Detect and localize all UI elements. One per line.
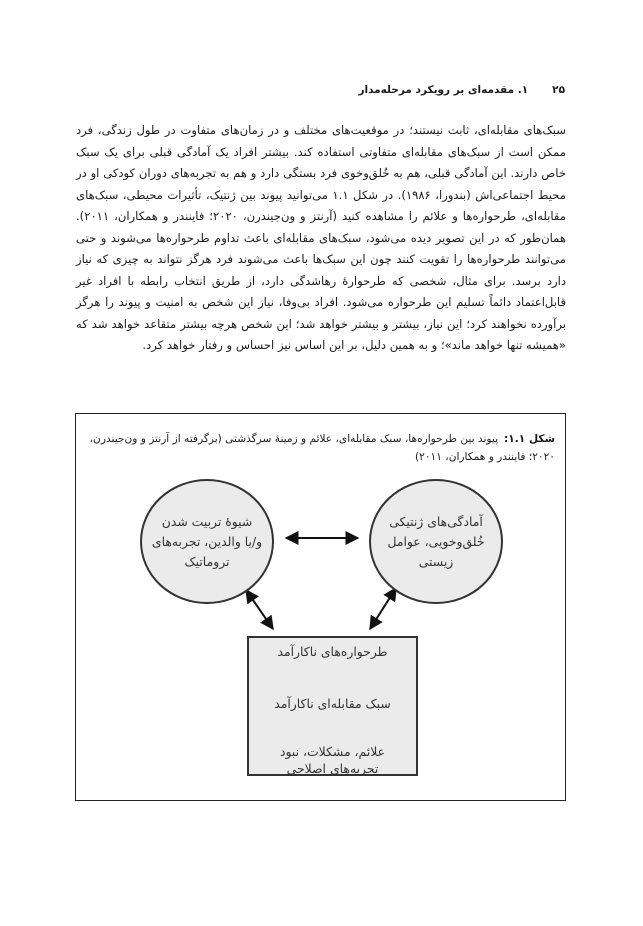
node-upbringing-line: و/یا والدین، تجربه‌های (151, 533, 263, 549)
figure-caption-text: پیوند بین طرحواره‌ها، سبک مقابله‌ای، علائم و زمینهٔ سرگذشتی (برگرفته از آرنتز و ون‌جیندرن، ۲۰۲۰؛ فاینندر و همکاران، ۲۰۱۱) (89, 433, 555, 463)
box-schemas: طرحواره‌های ناکارآمد (277, 644, 388, 659)
figure-frame (75, 413, 566, 801)
node-upbringing (140, 479, 274, 604)
box-symptoms: تجربه‌های اصلاحی (286, 761, 379, 776)
box-coping-style: سبک مقابله‌ای ناکارآمد (274, 696, 391, 711)
node-upbringing-line: تروماتیک (184, 553, 230, 569)
figure-caption (88, 430, 555, 466)
figure-caption-label: شکل ۱.۱: (504, 433, 555, 445)
body-paragraph: سبک‌های مقابله‌ای، ثابت نیستند؛ در موقعیت‌های مختلف و در زمان‌های متفاوت در طول زندگی، فرد ممکن است از سبک‌های مقابله‌ای متفاوتی استفاده کند. بیشتر افراد یک آمادگی قبلی برای یک سبک خاص دارند. این آمادگی قبلی، هم به خُلق‌وخوی فرد بستگی دارد و هم به تجربه‌های دوران کودکی او در محیط اجتماعی‌اش (بندورا، ۱۹۸۶). در شکل ۱.۱ می‌توانید پیوند بین ژنتیک، تأثیرات محیطی، سبک‌های مقابله‌ای، طرحواره‌ها و علائم را مشاهده کنید (آرنتز و ون‌جیندرن، ۲۰۲۰؛ فاینندر و همکاران، ۲۰۱۱). همان‌طور که در این تصویر دیده می‌شود، سبک‌های مقابله‌ای باعث تداوم طرحواره‌ها می‌شوند و حتی می‌توانند طرحواره‌ها را تقویت کنند چون این سبک‌ها باعث می‌شوند فرد هرگز نتواند به چیزی که نیاز دارد برسد. برای مثال، شخصی که طرحوارهٔ رهاشدگی دارد، از طریق انتخاب رابطه با افراد غیر قابل‌اعتماد دائماً تسلیم این طرحواره می‌شود. افراد بی‌وفا، نیاز این شخص به امنیت و پیوند را هرگز برآورده نخواهند کرد؛ این نیاز، بیشتر و بیشتر خواهد شد؛ این شخص هرچه بیشتر متقاعد خواهد شد که «همیشه تنها خواهد ماند»؛ و به همین دلیل، بر این اساس نیز احساس و رفتار خواهد کرد. (76, 123, 566, 352)
node-upbringing-line: شیوهٔ تربیت شدن (161, 513, 253, 529)
node-genetic-line: آمادگی‌های ژنتیکی (389, 513, 483, 529)
arrow-right-box (370, 588, 396, 629)
page-header (60, 84, 565, 102)
box-symptoms: علائم، مشکلات، نبود (279, 744, 386, 759)
node-genetic-line: خُلق‌وخویی، عوامل زیستی (387, 533, 485, 569)
page-number: ۲۵ (552, 84, 565, 96)
node-genetic (369, 479, 503, 604)
arrow-left-box (246, 590, 273, 629)
node-outcomes-box (247, 636, 418, 776)
running-title: ۱. مقدمه‌ای بر رویکرد مرحله‌مدار (358, 84, 529, 96)
